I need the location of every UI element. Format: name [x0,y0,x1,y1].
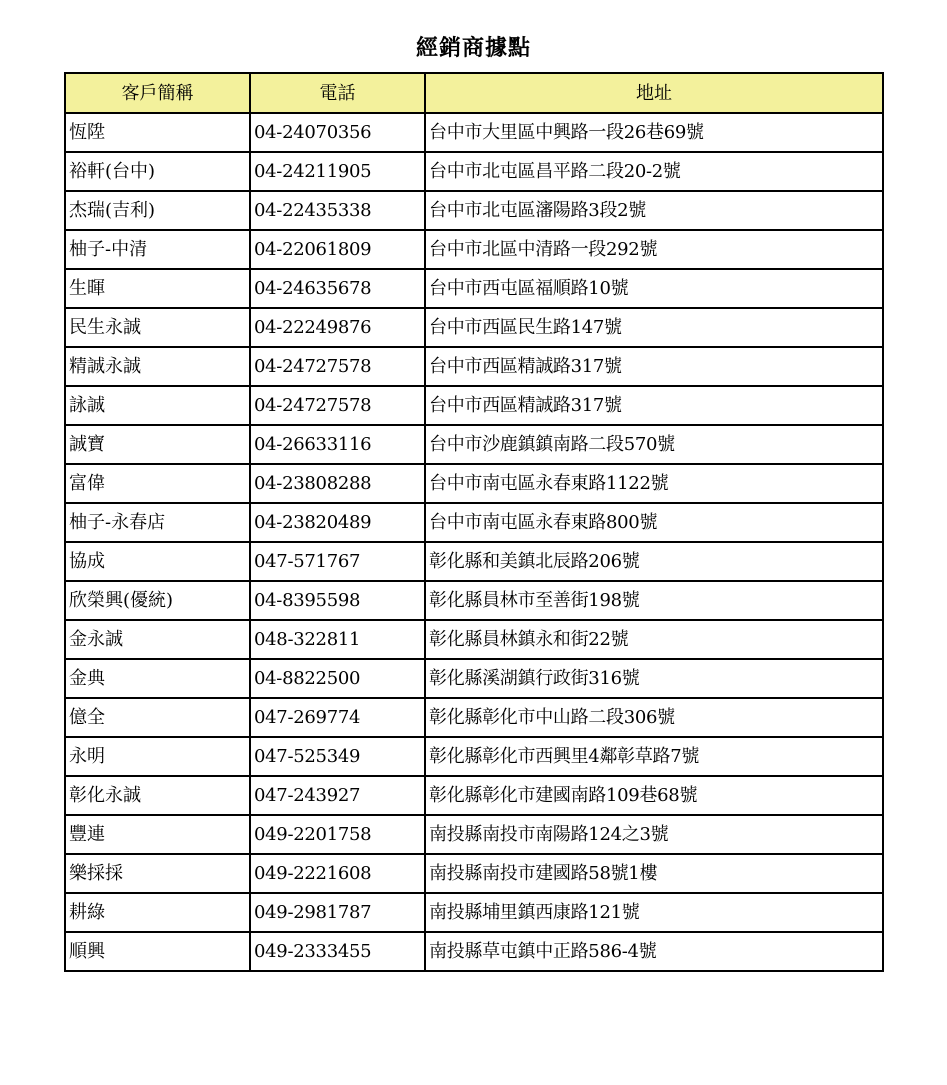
phone-cell: 047-571767 [250,542,425,581]
table-row [65,191,883,230]
table-header [65,73,883,113]
table-row [65,113,883,152]
phone-cell: 049-2221608 [250,854,425,893]
table-body [65,113,883,971]
phone-cell: 049-2981787 [250,893,425,932]
phone-cell: 04-24635678 [250,269,425,308]
address-cell: 彰化縣彰化市西興里4鄰彰草路7號 [425,737,883,776]
customer-name-cell: 柚子-永春店 [65,503,250,542]
address-cell: 南投縣南投市建國路58號1樓 [425,854,883,893]
phone-cell: 049-2201758 [250,815,425,854]
address-cell: 彰化縣員林市至善街198號 [425,581,883,620]
table-row [65,542,883,581]
address-cell: 台中市大里區中興路一段26巷69號 [425,113,883,152]
dealer-table [64,72,884,972]
customer-name-cell: 欣榮興(優統) [65,581,250,620]
address-cell: 彰化縣彰化市建國南路109巷68號 [425,776,883,815]
address-cell: 南投縣埔里鎮西康路121號 [425,893,883,932]
phone-cell: 04-24070356 [250,113,425,152]
customer-name-cell: 恆陞 [65,113,250,152]
phone-cell: 047-243927 [250,776,425,815]
customer-name-cell: 億全 [65,698,250,737]
table-row [65,347,883,386]
table-row [65,776,883,815]
address-cell: 彰化縣彰化市中山路二段306號 [425,698,883,737]
address-cell: 台中市西區精誠路317號 [425,386,883,425]
customer-name-cell: 民生永誠 [65,308,250,347]
phone-cell: 048-322811 [250,620,425,659]
address-cell: 台中市北區中清路一段292號 [425,230,883,269]
table-row [65,854,883,893]
table-row [65,581,883,620]
address-cell: 台中市西區精誠路317號 [425,347,883,386]
phone-cell: 04-24727578 [250,347,425,386]
phone-cell: 04-22249876 [250,308,425,347]
table-row [65,269,883,308]
page-title: 經銷商據點 [415,36,531,61]
customer-name-cell: 永明 [65,737,250,776]
address-cell: 台中市沙鹿鎮鎮南路二段570號 [425,425,883,464]
phone-cell: 04-8822500 [250,659,425,698]
address-cell: 彰化縣和美鎮北辰路206號 [425,542,883,581]
table-row [65,932,883,971]
table-row [65,893,883,932]
customer-name-cell: 順興 [65,932,250,971]
customer-name-cell: 杰瑞(吉利) [65,191,250,230]
phone-cell: 04-26633116 [250,425,425,464]
column-header-phone: 電話 [250,73,425,113]
address-cell: 台中市南屯區永春東路800號 [425,503,883,542]
address-cell: 彰化縣溪湖鎮行政街316號 [425,659,883,698]
customer-name-cell: 樂採採 [65,854,250,893]
table-row [65,152,883,191]
customer-name-cell: 金永誠 [65,620,250,659]
phone-cell: 04-23808288 [250,464,425,503]
address-cell: 南投縣南投市南陽路124之3號 [425,815,883,854]
customer-name-cell: 詠誠 [65,386,250,425]
address-cell: 南投縣草屯鎮中正路586-4號 [425,932,883,971]
address-cell: 台中市南屯區永春東路1122號 [425,464,883,503]
table-row [65,308,883,347]
table-row [65,464,883,503]
customer-name-cell: 裕軒(台中) [65,152,250,191]
customer-name-cell: 耕綠 [65,893,250,932]
column-header-address: 地址 [425,73,883,113]
address-cell: 台中市西區民生路147號 [425,308,883,347]
phone-cell: 047-269774 [250,698,425,737]
customer-name-cell: 生暉 [65,269,250,308]
customer-name-cell: 豐連 [65,815,250,854]
customer-name-cell: 協成 [65,542,250,581]
customer-name-cell: 富偉 [65,464,250,503]
customer-name-cell: 彰化永誠 [65,776,250,815]
phone-cell: 04-22061809 [250,230,425,269]
phone-cell: 04-23820489 [250,503,425,542]
phone-cell: 04-24211905 [250,152,425,191]
address-cell: 台中市北屯區昌平路二段20-2號 [425,152,883,191]
table-row [65,737,883,776]
phone-cell: 04-22435338 [250,191,425,230]
phone-cell: 04-8395598 [250,581,425,620]
address-cell: 台中市北屯區瀋陽路3段2號 [425,191,883,230]
table-row [65,698,883,737]
address-cell: 彰化縣員林鎮永和街22號 [425,620,883,659]
phone-cell: 049-2333455 [250,932,425,971]
customer-name-cell: 誠寶 [65,425,250,464]
customer-name-cell: 金典 [65,659,250,698]
table-row [65,815,883,854]
table-row [65,620,883,659]
table-row [65,230,883,269]
table-row [65,386,883,425]
header-row [65,73,883,113]
column-header-customer-name: 客戶簡稱 [65,73,250,113]
customer-name-cell: 柚子-中清 [65,230,250,269]
table-row [65,425,883,464]
address-cell: 台中市西屯區福順路10號 [425,269,883,308]
customer-name-cell: 精誠永誠 [65,347,250,386]
phone-cell: 04-24727578 [250,386,425,425]
table-row [65,503,883,542]
table-row [65,659,883,698]
phone-cell: 047-525349 [250,737,425,776]
